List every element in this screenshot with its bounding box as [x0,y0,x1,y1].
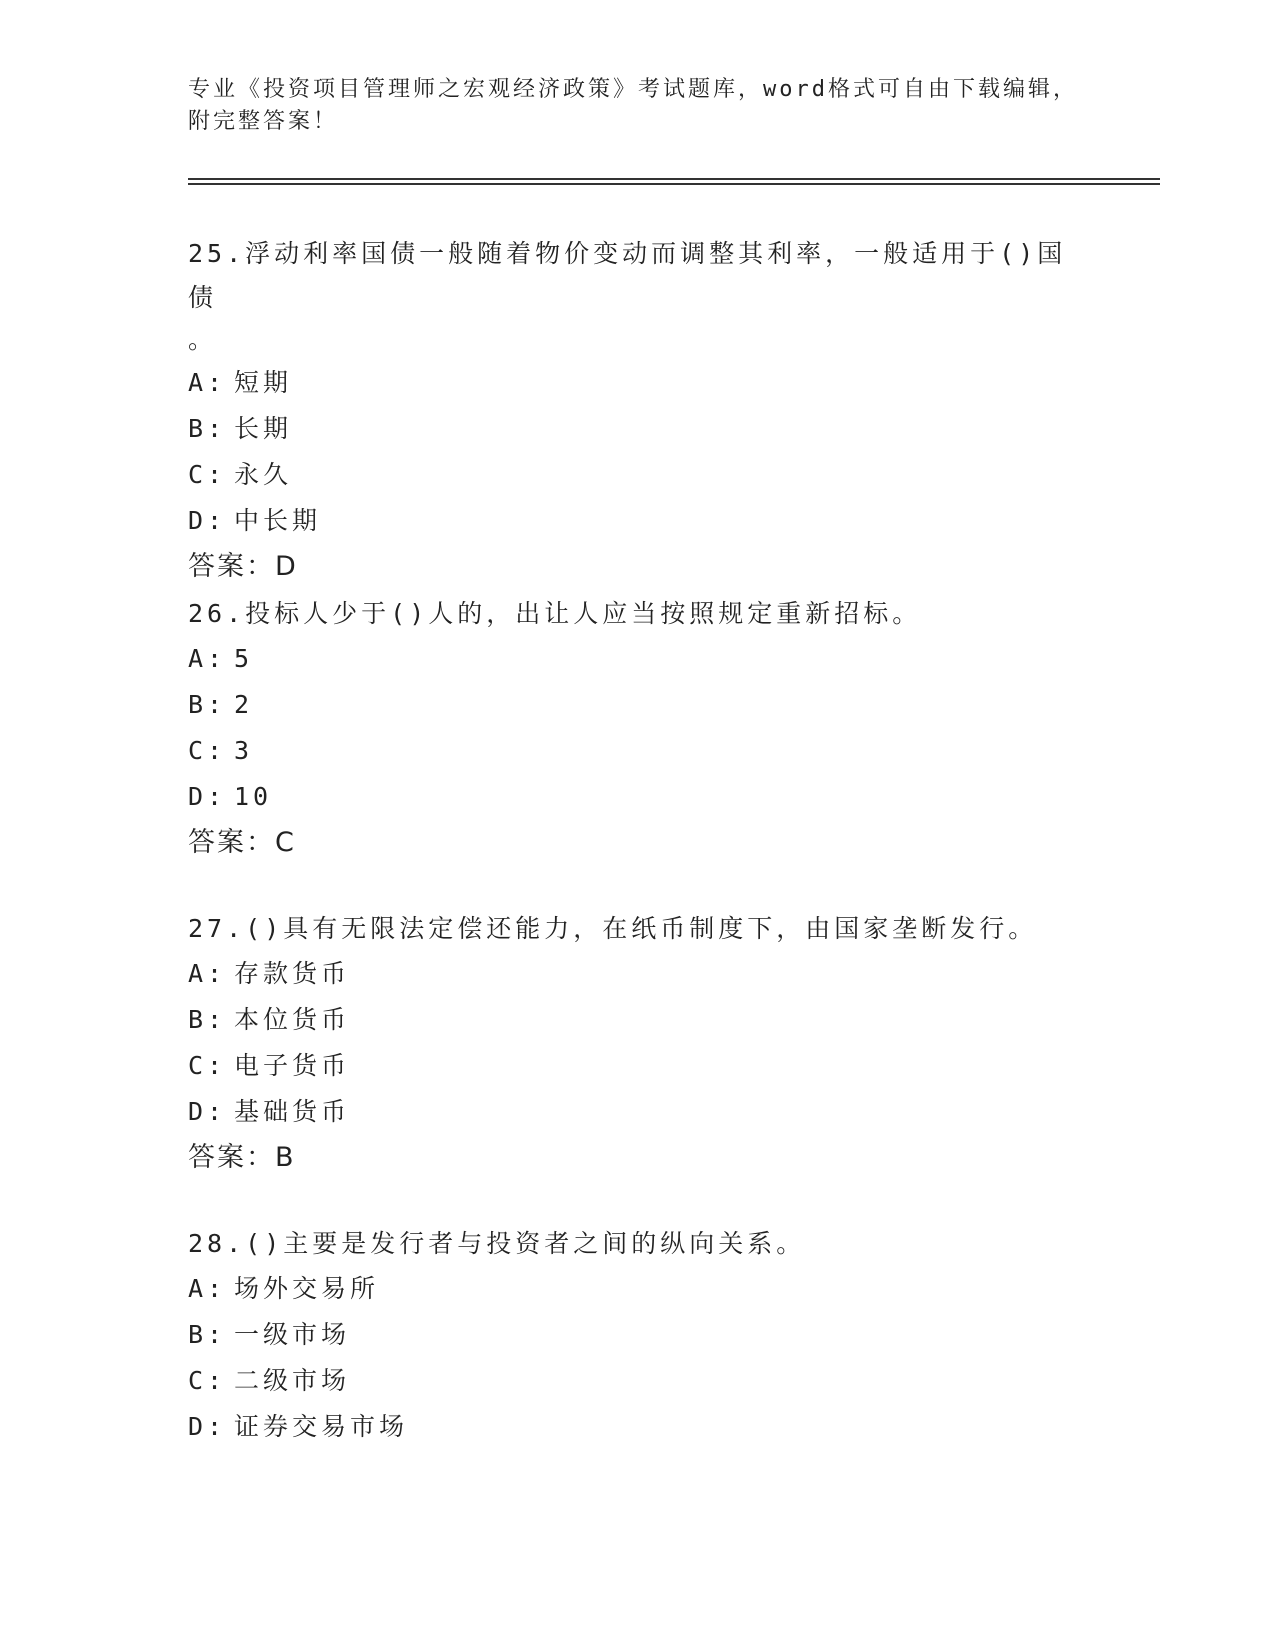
option-letter: B: [188,690,227,719]
document-header [188,74,1088,138]
option-text: 场外交易所 [234,1274,380,1303]
option-d [188,774,1088,820]
option-a [188,951,1088,997]
option-d [188,498,1088,544]
option-c [188,452,1088,498]
option-letter: A: [188,1274,227,1303]
question-text: 26.投标人少于()人的，出让人应当按照规定重新招标。 [188,599,922,628]
option-text: 存款货币 [234,959,351,988]
option-a [188,360,1088,406]
option-b [188,1312,1088,1358]
option-b [188,406,1088,452]
header-divider-top [188,178,1160,180]
option-d [188,1089,1088,1135]
question-26 [188,592,1088,866]
answer-line: 答案：D [188,551,298,582]
option-text: 一级市场 [234,1320,351,1349]
question-text: 25.浮动利率国债一般随着物价变动而调整其利率，一般适用于()国债 [188,239,1067,312]
option-text: 永久 [234,460,293,489]
question-27 [188,907,1088,1181]
header-line-1: 专业《投资项目管理师之宏观经济政策》考试题库，word格式可自由下载编辑， [188,77,1078,102]
header-line-2: 附完整答案！ [188,109,339,134]
option-text: 5 [234,644,254,673]
question-25 [188,232,1088,590]
answer-line: 答案：B [188,1142,296,1173]
header-divider-bottom [188,183,1160,185]
option-letter: B: [188,1005,227,1034]
answer-line: 答案：C [188,827,296,858]
option-letter: B: [188,414,227,443]
option-text: 短期 [234,368,293,397]
option-text: 2 [234,690,254,719]
option-letter: D: [188,782,227,811]
option-d [188,1404,1088,1450]
option-letter: A: [188,368,227,397]
option-text: 基础货币 [234,1097,351,1126]
option-letter: A: [188,644,227,673]
option-text: 二级市场 [234,1366,351,1395]
question-text: 27.()具有无限法定偿还能力，在纸币制度下，由国家垄断发行。 [188,914,1038,943]
option-letter: A: [188,959,227,988]
option-text: 10 [234,782,273,811]
option-letter: D: [188,1097,227,1126]
question-text: 28.()主要是发行者与投资者之间的纵向关系。 [188,1229,806,1258]
option-text: 证券交易市场 [234,1412,409,1441]
option-text: 中长期 [234,506,322,535]
option-c [188,728,1088,774]
option-b [188,997,1088,1043]
option-letter: D: [188,506,227,535]
question-text-continuation: 。 [188,325,214,354]
question-28 [188,1222,1088,1450]
option-text: 长期 [234,414,293,443]
option-letter: C: [188,1051,227,1080]
option-a [188,636,1088,682]
option-a [188,1266,1088,1312]
option-letter: B: [188,1320,227,1349]
option-c [188,1043,1088,1089]
option-text: 电子货币 [234,1051,351,1080]
option-b [188,682,1088,728]
option-letter: C: [188,460,227,489]
option-letter: C: [188,1366,227,1395]
option-letter: D: [188,1412,227,1441]
option-letter: C: [188,736,227,765]
option-text: 3 [234,736,254,765]
option-c [188,1358,1088,1404]
option-text: 本位货币 [234,1005,351,1034]
